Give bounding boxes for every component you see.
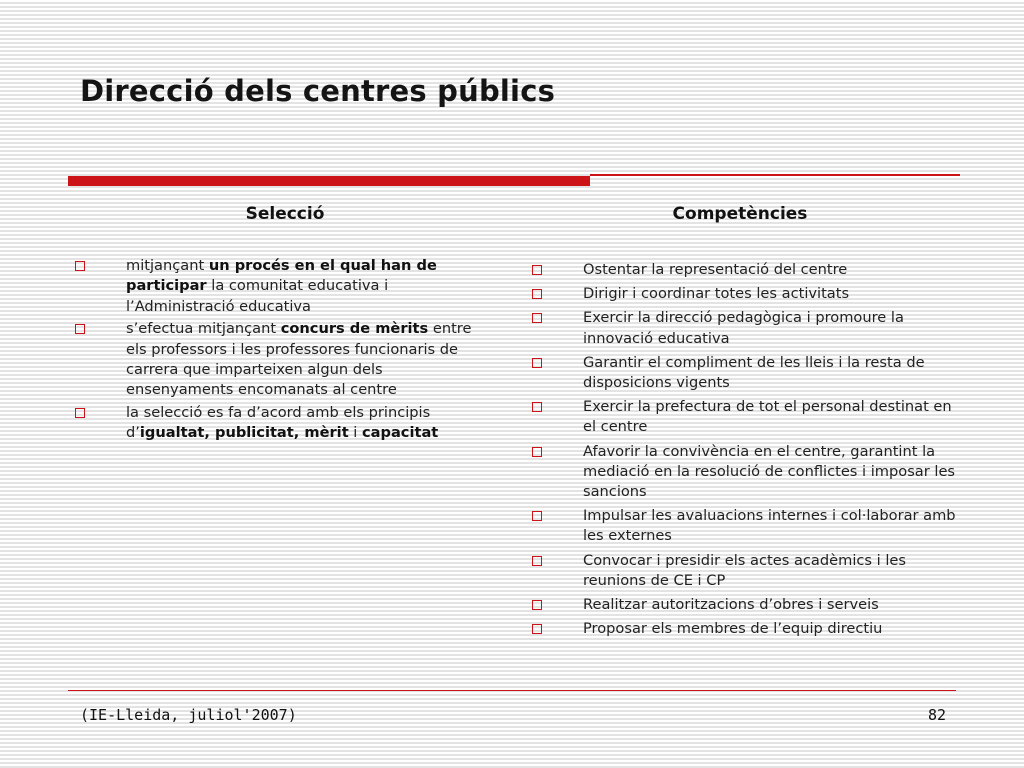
hollow-square-bullet-icon bbox=[532, 402, 542, 412]
page-number: 82 bbox=[927, 706, 946, 724]
hollow-square-bullet-icon bbox=[532, 265, 542, 275]
item-text: s’efectua mitjançant bbox=[126, 320, 281, 338]
item-text: la selecció es fa d’acord amb els principis d’ bbox=[126, 403, 431, 442]
hollow-square-bullet-icon bbox=[532, 511, 542, 521]
competencies-list bbox=[532, 260, 962, 643]
list-item bbox=[75, 256, 485, 317]
item-text: Exercir la direcció pedagògica i promoure la innovació educativa bbox=[583, 309, 904, 347]
list-item bbox=[532, 595, 962, 615]
emphasis-text: un procés en el qual han de participar bbox=[126, 257, 437, 295]
column-heading-competencies: Competències bbox=[672, 204, 808, 224]
hollow-square-bullet-icon bbox=[532, 313, 542, 323]
item-text: Exercir la prefectura de tot el personal destinat en el centre bbox=[583, 398, 952, 436]
list-item bbox=[532, 619, 962, 639]
hollow-square-bullet-icon bbox=[532, 600, 542, 610]
hollow-square-bullet-icon bbox=[75, 324, 85, 334]
footer-divider bbox=[68, 690, 956, 691]
list-item bbox=[532, 506, 962, 546]
item-text: Proposar els membres de l’equip directiu bbox=[583, 620, 883, 638]
hollow-square-bullet-icon bbox=[532, 624, 542, 634]
footer-source: (IE-Lleida, juliol'2007) bbox=[80, 706, 297, 724]
emphasis-text: capacitat bbox=[362, 424, 439, 442]
hollow-square-bullet-icon bbox=[532, 289, 542, 299]
item-text: Ostentar la representació del centre bbox=[583, 261, 848, 278]
list-item bbox=[532, 353, 962, 393]
list-item bbox=[75, 403, 485, 444]
title-divider bbox=[68, 174, 960, 187]
item-text: Convocar i presidir els actes acadèmics i les reunions de CE i CP bbox=[583, 551, 906, 589]
item-text: Impulsar les avaluacions internes i col·laborar amb les externes bbox=[583, 507, 956, 545]
item-text: mitjançant bbox=[126, 257, 209, 274]
list-item bbox=[532, 308, 962, 348]
hollow-square-bullet-icon bbox=[75, 261, 85, 271]
title-divider-thin-line bbox=[590, 174, 960, 176]
item-text: Garantir el compliment de les lleis i la resta de disposicions vigents bbox=[583, 353, 925, 392]
list-item bbox=[532, 442, 962, 503]
hollow-square-bullet-icon bbox=[75, 408, 85, 418]
emphasis-text: concurs de mèrits bbox=[280, 320, 429, 338]
emphasis-text: igualtat, publicitat, mèrit bbox=[139, 424, 349, 442]
item-text: Realitzar autoritzacions d’obres i serveis bbox=[583, 596, 879, 614]
hollow-square-bullet-icon bbox=[532, 358, 542, 368]
list-item bbox=[532, 260, 962, 280]
list-item bbox=[532, 284, 962, 304]
item-text: Afavorir la convivència en el centre, garantint la mediació en la resolució de conflictes i imposar les sancions bbox=[583, 442, 956, 501]
slide-title: Direcció dels centres públics bbox=[80, 74, 556, 108]
column-heading-seleccio: Selecció bbox=[245, 204, 325, 224]
item-text: Dirigir i coordinar totes les activitats bbox=[583, 285, 850, 303]
item-text: entre els professors i les professores funcionaris de carrera que imparteixen algun dels ensenyaments encomanats al centre bbox=[126, 320, 472, 399]
hollow-square-bullet-icon bbox=[532, 447, 542, 457]
hollow-square-bullet-icon bbox=[532, 556, 542, 566]
item-text: i bbox=[348, 424, 363, 442]
list-item bbox=[532, 397, 962, 437]
item-text: la comunitat educativa i l’Administració educativa bbox=[126, 277, 389, 315]
title-divider-thick-bar bbox=[68, 176, 590, 186]
list-item bbox=[75, 319, 485, 401]
list-item bbox=[532, 551, 962, 591]
seleccio-list bbox=[75, 256, 485, 446]
